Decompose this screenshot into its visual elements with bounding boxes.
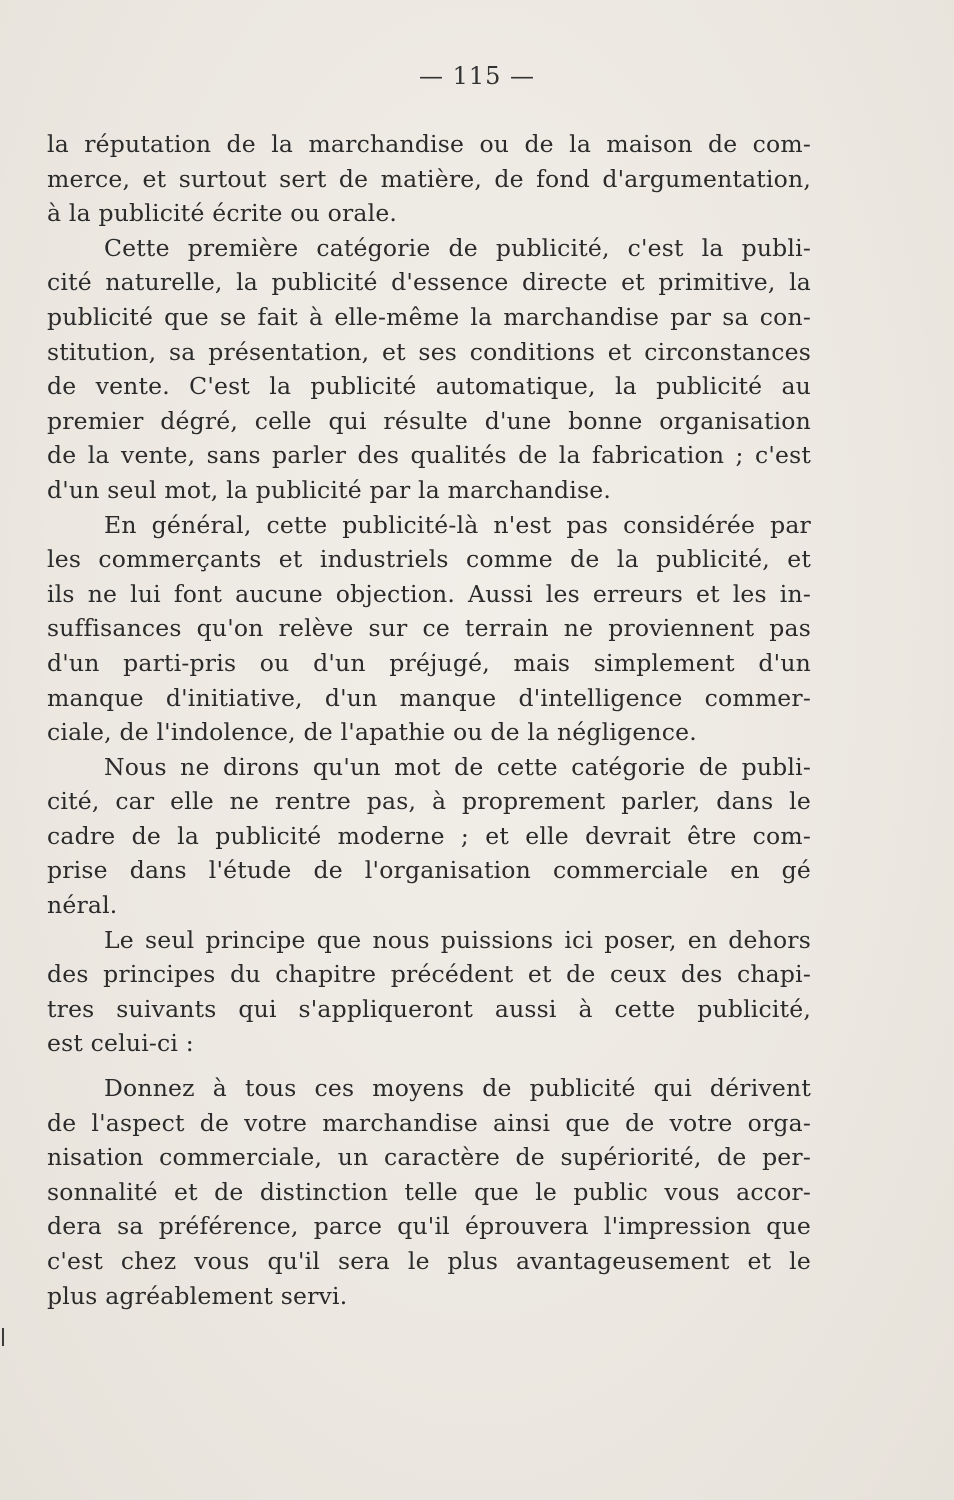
paragraph xyxy=(47,1071,811,1313)
text-line: cité, car elle ne rentre pas, à proprement parler, dans le xyxy=(47,787,811,816)
text-line: En général, cette publicité-là n'est pas considérée par xyxy=(104,510,811,539)
paragraph xyxy=(47,750,811,923)
text-line: Cette première catégorie de publicité, c'est la publi- xyxy=(104,233,811,262)
text-line: de la vente, sans parler des qualités de la fabrication ; c'est xyxy=(47,441,811,470)
text-line: c'est chez vous qu'il sera le plus avantageusement et le xyxy=(47,1247,811,1275)
text-line: cité naturelle, la publicité d'essence directe et primitive, la xyxy=(47,268,811,297)
paragraph xyxy=(47,231,811,508)
text-line: ils ne lui font aucune objection. Aussi les erreurs et les in- xyxy=(47,579,811,608)
text-line: la réputation de la marchandise ou de la maison de com- xyxy=(47,130,811,158)
margin-mark xyxy=(2,1328,4,1346)
text-line: Donnez à tous ces moyens de publicité qui dérivent xyxy=(104,1074,811,1103)
text-line: publicité que se fait à elle-même la marchandise par sa con- xyxy=(47,302,811,331)
text-line: Nous ne dirons qu'un mot de cette catégorie de publi- xyxy=(104,752,811,781)
text-line: suffisances qu'on relève sur ce terrain ne proviennent pas xyxy=(47,614,811,643)
text-line: sonnalité et de distinction telle que le public vous accor- xyxy=(47,1177,811,1206)
text-line: est celui-ci : xyxy=(47,1029,194,1058)
text-line: à la publicité écrite ou orale. xyxy=(47,199,398,228)
text-line: de l'aspect de votre marchandise ainsi que de votre orga- xyxy=(47,1108,811,1137)
text-line: des principes du chapitre précédent et de ceux des chapi- xyxy=(47,960,811,989)
text-line: dera sa préférence, parce qu'il éprouvera l'impression que xyxy=(47,1212,811,1241)
paragraph xyxy=(47,923,811,1061)
text-line: premier dégré, celle qui résulte d'une bonne organisation xyxy=(47,406,811,435)
text-line: néral. xyxy=(47,891,118,920)
body-text xyxy=(47,127,811,1313)
text-line: d'un seul mot, la publicité par la marchandise. xyxy=(47,475,612,504)
text-line: les commerçants et industriels comme de la publicité, et xyxy=(47,545,811,574)
text-line: plus agréablement servi. xyxy=(47,1281,348,1310)
text-line: nisation commerciale, un caractère de supériorité, de per- xyxy=(47,1143,811,1172)
text-line: manque d'initiative, d'un manque d'intelligence commer- xyxy=(47,683,811,712)
text-line: de vente. C'est la publicité automatique, la publicité au xyxy=(47,372,811,401)
text-line: stitution, sa présentation, et ses conditions et circonstances xyxy=(47,337,811,366)
text-line: ciale, de l'indolence, de l'apathie ou de la négligence. xyxy=(47,718,697,747)
text-line: prise dans l'étude de l'organisation commerciale en gé xyxy=(47,856,811,885)
text-line: d'un parti-pris ou d'un préjugé, mais simplement d'un xyxy=(47,648,811,677)
paragraph xyxy=(47,508,811,750)
text-line: merce, et surtout sert de matière, de fond d'argumentation, xyxy=(47,164,811,193)
text-line: Le seul principe que nous puissions ici poser, en dehors xyxy=(104,925,811,954)
text-line: tres suivants qui s'appliqueront aussi à cette publicité, xyxy=(47,994,811,1023)
text-line: cadre de la publicité moderne ; et elle devrait être com- xyxy=(47,821,811,850)
paragraph-gap xyxy=(47,1061,811,1071)
paragraph xyxy=(47,127,811,231)
page-number: — 115 — xyxy=(418,62,536,90)
